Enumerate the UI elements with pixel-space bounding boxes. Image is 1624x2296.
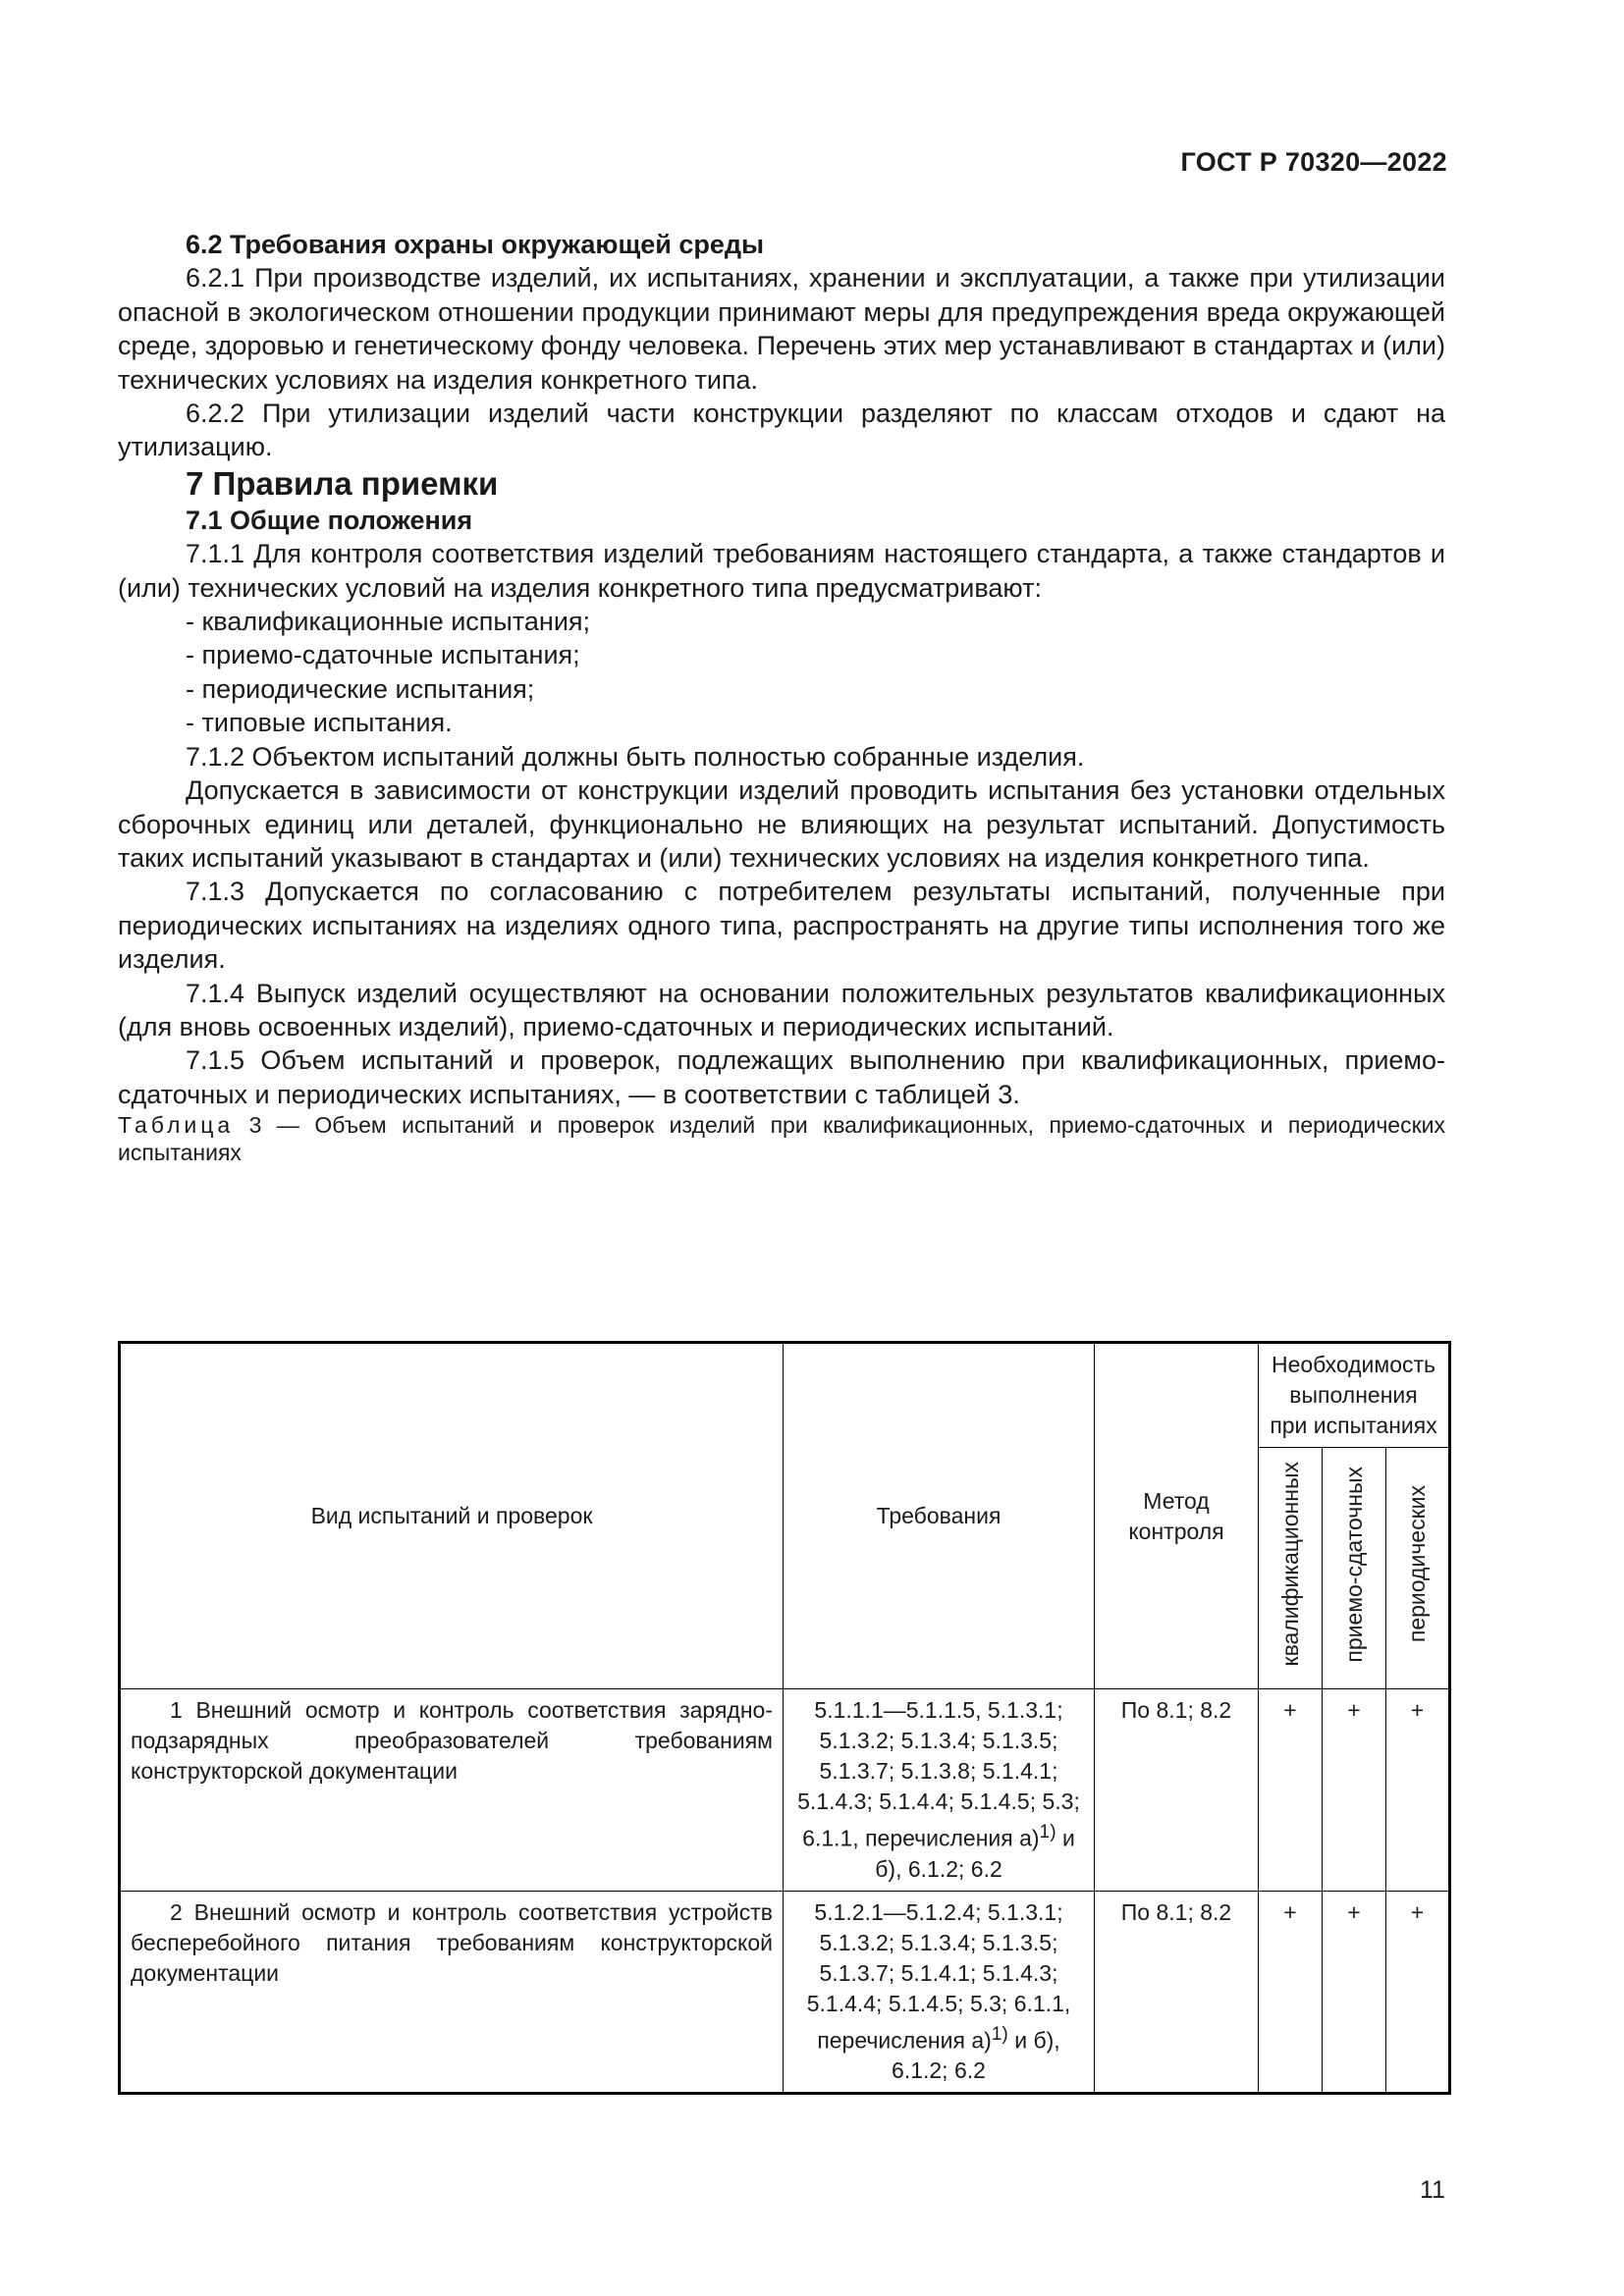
row-method: По 8.1; 8.2 (1095, 1891, 1259, 2094)
table-row (120, 1689, 1450, 1892)
row-req-main: 5.1.1.1—5.1.1.5, 5.1.3.1; 5.1.3.2; 5.1.3.4; 5.1.3.5; 5.1.3.7; 5.1.3.8; 5.1.4.1; 5.1.4.3; 5.1.4.4; 5.1.4.5; 5.3; 6.1.1, перечисления а) (797, 1697, 1080, 1851)
row-periodic: + (1386, 1891, 1450, 2094)
row-kind: 2 Внешний осмотр и контроль соответствия устройств бесперебойного питания требованиям конструкторской документации (120, 1891, 784, 2094)
row-req-tail: и б), 6.1.2; 6.2 (892, 2027, 1060, 2084)
section-6-2-heading: 6.2 Требования охраны окружающей среды (186, 230, 765, 259)
document-body (118, 228, 1445, 1166)
list-item: - квалификационные испытания; (186, 607, 591, 637)
table-header-row (120, 1343, 1450, 1448)
paragraph-7-1-2-b: Допускается в зависимости от конструкции изделий проводить испытания без установки отдельных сборочных единиц или деталей, функционально не влияющих на результат испытаний. Допустимость таких испытаний указывают в стандартах и (или) технических условиях на изделия конкретного типа. (118, 775, 1445, 873)
paragraph-6-2-1: 6.2.1 При производстве изделий, их испытаниях, хранении и эксплуатации, а также при утилизации опасной в экологическом отношении продукции принимают меры для предупреждения вреда окружающей среде, здоровью и генетическому фонду человека. Перечень этих мер устанавливают в стандартах и (или) технических условиях на изделия конкретного типа. (118, 263, 1445, 395)
header-kind: Вид испытаний и проверок (120, 1343, 784, 1689)
list-item: - типовые испытания. (186, 708, 453, 738)
row-req-footnote: 1) (1039, 1822, 1056, 1842)
row-kind: 1 Внешний осмотр и контроль соответствия зарядно-подзарядных преобразователей требованиям конструкторской документации (120, 1689, 784, 1892)
header-acceptance-label: приемо-сдаточных (1340, 1466, 1367, 1663)
row-req-footnote: 1) (991, 2023, 1008, 2045)
header-requirements: Требования (784, 1343, 1095, 1689)
row-acceptance: + (1323, 1689, 1386, 1892)
header-periodic (1386, 1448, 1450, 1689)
page-number: 11 (1420, 2176, 1445, 2204)
row-requirements (784, 1689, 1095, 1892)
table-caption-label: Таблица (118, 1112, 235, 1139)
paragraph-7-1-1: 7.1.1 Для контроля соответствия изделий требованиям настоящего стандарта, а также стандартов и (или) технических условий на изделия конкретного типа предусматривают: (118, 539, 1445, 603)
paragraph-7-1-3: 7.1.3 Допускается по согласованию с потребителем результаты испытаний, полученные при периодических испытаниях на изделиях одного типа, распространять на другие типы исполнения того же изделия. (118, 877, 1445, 975)
table-caption (118, 1111, 1445, 1166)
row-qual: + (1259, 1891, 1323, 2094)
table-row (120, 1891, 1450, 2094)
table-3 (118, 1341, 1451, 2095)
header-qual-label: квалификационных (1276, 1462, 1303, 1667)
section-7-1-heading: 7.1 Общие положения (186, 505, 473, 535)
header-method: Метод контроля (1095, 1343, 1259, 1689)
row-method: По 8.1; 8.2 (1095, 1689, 1259, 1892)
header-acceptance (1323, 1448, 1386, 1689)
document-header: ГОСТ Р 70320—2022 (1180, 147, 1447, 177)
row-acceptance: + (1323, 1891, 1386, 2094)
paragraph-7-1-4: 7.1.4 Выпуск изделий осуществляют на основании положительных результатов квалификационных (для вновь освоенных изделий), приемо-сдаточных и периодических испытаний. (118, 978, 1445, 1041)
list-item: - периодические испытания; (186, 673, 535, 704)
row-requirements (784, 1891, 1095, 2094)
row-req-tail: и б), 6.1.2; 6.2 (875, 1825, 1075, 1882)
row-periodic: + (1386, 1689, 1450, 1892)
header-qual (1259, 1448, 1323, 1689)
row-qual: + (1259, 1689, 1323, 1892)
list-item: - приемо-сдаточные испытания; (186, 640, 580, 670)
header-necessity: Необходимость выполнения при испытаниях (1259, 1343, 1450, 1448)
header-periodic-label: периодических (1404, 1485, 1430, 1643)
section-7-heading: 7 Правила приемки (186, 464, 499, 502)
paragraph-7-1-5: 7.1.5 Объем испытаний и проверок, подлежащих выполнению при квалификационных, приемо-сдаточных и периодических испытаниях, — в соответствии с таблицей 3. (118, 1045, 1445, 1109)
table-caption-text: 3 — Объем испытаний и проверок изделий при квалификационных, приемо-сдаточных и периодических испытаниях (118, 1112, 1446, 1166)
paragraph-7-1-2: 7.1.2 Объектом испытаний должны быть полностью собранные изделия. (186, 741, 1085, 772)
paragraph-6-2-2: 6.2.2 При утилизации изделий части конструкции разделяют по классам отходов и сдают на утилизацию. (118, 399, 1445, 462)
row-req-main: 5.1.2.1—5.1.2.4; 5.1.3.1; 5.1.3.2; 5.1.3.4; 5.1.3.5; 5.1.3.7; 5.1.4.1; 5.1.4.3; 5.1.4.4; 5.1.4.5; 5.3; 6.1.1, перечисления а) (806, 1898, 1071, 2054)
